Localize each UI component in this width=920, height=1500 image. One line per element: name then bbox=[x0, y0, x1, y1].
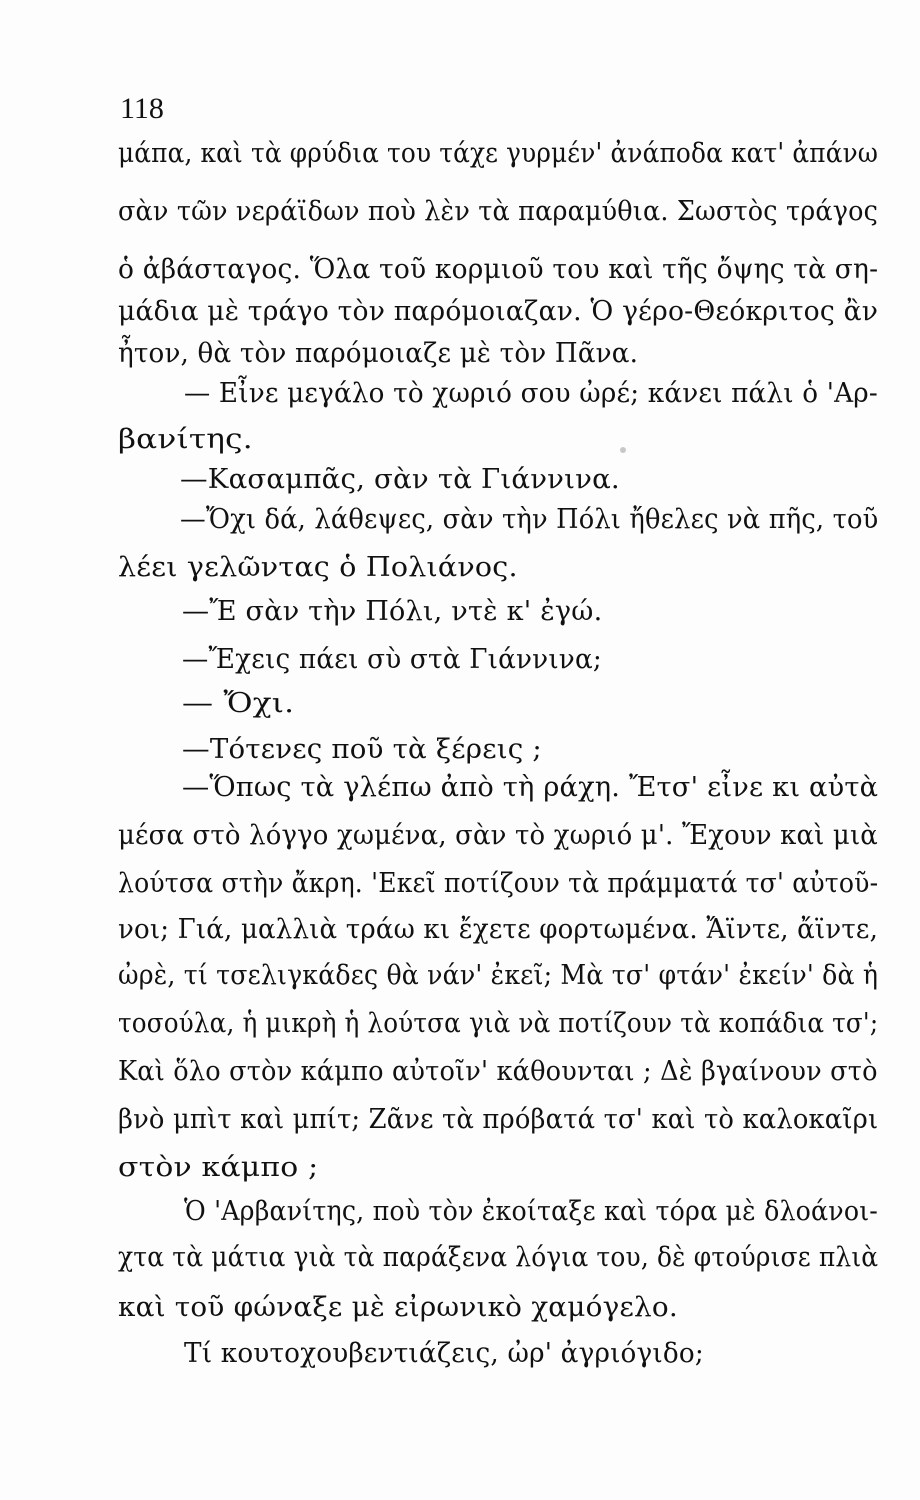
text-line: μέσα στὸ λόγγο χωμένα, σὰν τὸ χωριό μ'. Ἔχουν καὶ μιὰ bbox=[118, 820, 878, 851]
text-line: ὠρὲ, τί τσελιγκάδες θὰ νάν' ἐκεῖ; Μὰ τσ' φτάν' ἐκείν' δὰ ἡ bbox=[118, 960, 879, 991]
text-line: Καὶ ὅλο στὸν κάμπο αὐτοῖν' κάθουνται ; Δὲ βγαίνουν στὸ bbox=[118, 1056, 878, 1087]
text-line: χτα τὰ μάτια γιὰ τὰ παράξενα λόγια του, δὲ φτούρισε πλιὰ bbox=[118, 1242, 879, 1273]
text-line: Ὁ 'Αρβανίτης, ποὺ τὸν ἐκοίταξε καὶ τόρα μὲ δλοάνοι- bbox=[184, 1196, 879, 1227]
text-line: —Ἔχεις πάει σὺ στὰ Γιάννινα; bbox=[182, 644, 602, 675]
text-line: — Εἶνε μεγάλο τὸ χωριό σου ὠρέ; κάνει πάλι ὁ 'Αρ- bbox=[184, 378, 878, 409]
ink-smudge bbox=[620, 447, 626, 453]
text-line: μάδια μὲ τράγο τὸν παρόμοιαζαν. Ὁ γέρο-Θεόκριτος ἂν bbox=[118, 296, 879, 327]
text-line: νοι; Γιά, μαλλιὰ τράω κι ἔχετε φορτωμένα. Ἄϊντε, ἄϊντε, bbox=[118, 914, 879, 945]
text-line: στὸν κάμπο ; bbox=[118, 1152, 319, 1183]
text-line: τοσούλα, ἡ μικρὴ ἡ λούτσα γιὰ νὰ ποτίζουν τὰ κοπάδια τσ'; bbox=[118, 1008, 879, 1039]
text-line: —Κασαμπᾶς, σὰν τὰ Γιάννινα. bbox=[180, 464, 620, 495]
text-line: ἦτον, θὰ τὸν παρόμοιαζε μὲ τὸν Πᾶνα. bbox=[118, 338, 639, 369]
text-line: — Ὄχι. bbox=[182, 688, 295, 719]
text-line: μάπα, καὶ τὰ φρύδια του τάχε γυρμέν' ἀνάποδα κατ' ἀπάνω bbox=[118, 138, 879, 169]
text-line: σὰν τῶν νεράϊδων ποὺ λὲν τὰ παραμύθια. Σωστὸς τράγος bbox=[118, 196, 879, 227]
text-line: βανίτης. bbox=[118, 424, 253, 455]
text-line: λέει γελῶντας ὁ Πολιάνος. bbox=[118, 552, 518, 583]
text-line: —Ἔ σὰν τὴν Πόλι, ντὲ κ' ἐγώ. bbox=[182, 596, 603, 627]
text-line: —Τότενες ποῦ τὰ ξέρεις ; bbox=[182, 734, 542, 765]
text-line: λούτσα στὴν ἄκρη. 'Εκεῖ ποτίζουν τὰ πράμματά τσ' αὐτοῦ- bbox=[118, 868, 879, 899]
text-line: Τί κουτοχουβεντιάζεις, ὠρ' ἀγριόγιδο; bbox=[184, 1338, 704, 1369]
text-line: —Ὅπως τὰ γλέπω ἀπὸ τὴ ράχη. Ἔτσ' εἶνε κι αὐτὰ bbox=[182, 772, 879, 803]
text-line: —Ὄχι δά, λάθεψες, σὰν τὴν Πόλι ἤθελες νὰ πῆς, τοῦ bbox=[180, 504, 879, 535]
text-line: καὶ τοῦ φώναξε μὲ εἰρωνικὸ χαμόγελο. bbox=[118, 1292, 678, 1323]
text-line: ὁ ἀβάσταγος. Ὅλα τοῦ κορμιοῦ του καὶ τῆς ὄψης τὰ ση- bbox=[118, 254, 879, 285]
text-line: βνὸ μπὶτ καὶ μπίτ; Ζᾶνε τὰ πρόβατά τσ' καὶ τὸ καλοκαῖρι bbox=[118, 1104, 879, 1135]
page-number: 118 bbox=[120, 92, 164, 125]
